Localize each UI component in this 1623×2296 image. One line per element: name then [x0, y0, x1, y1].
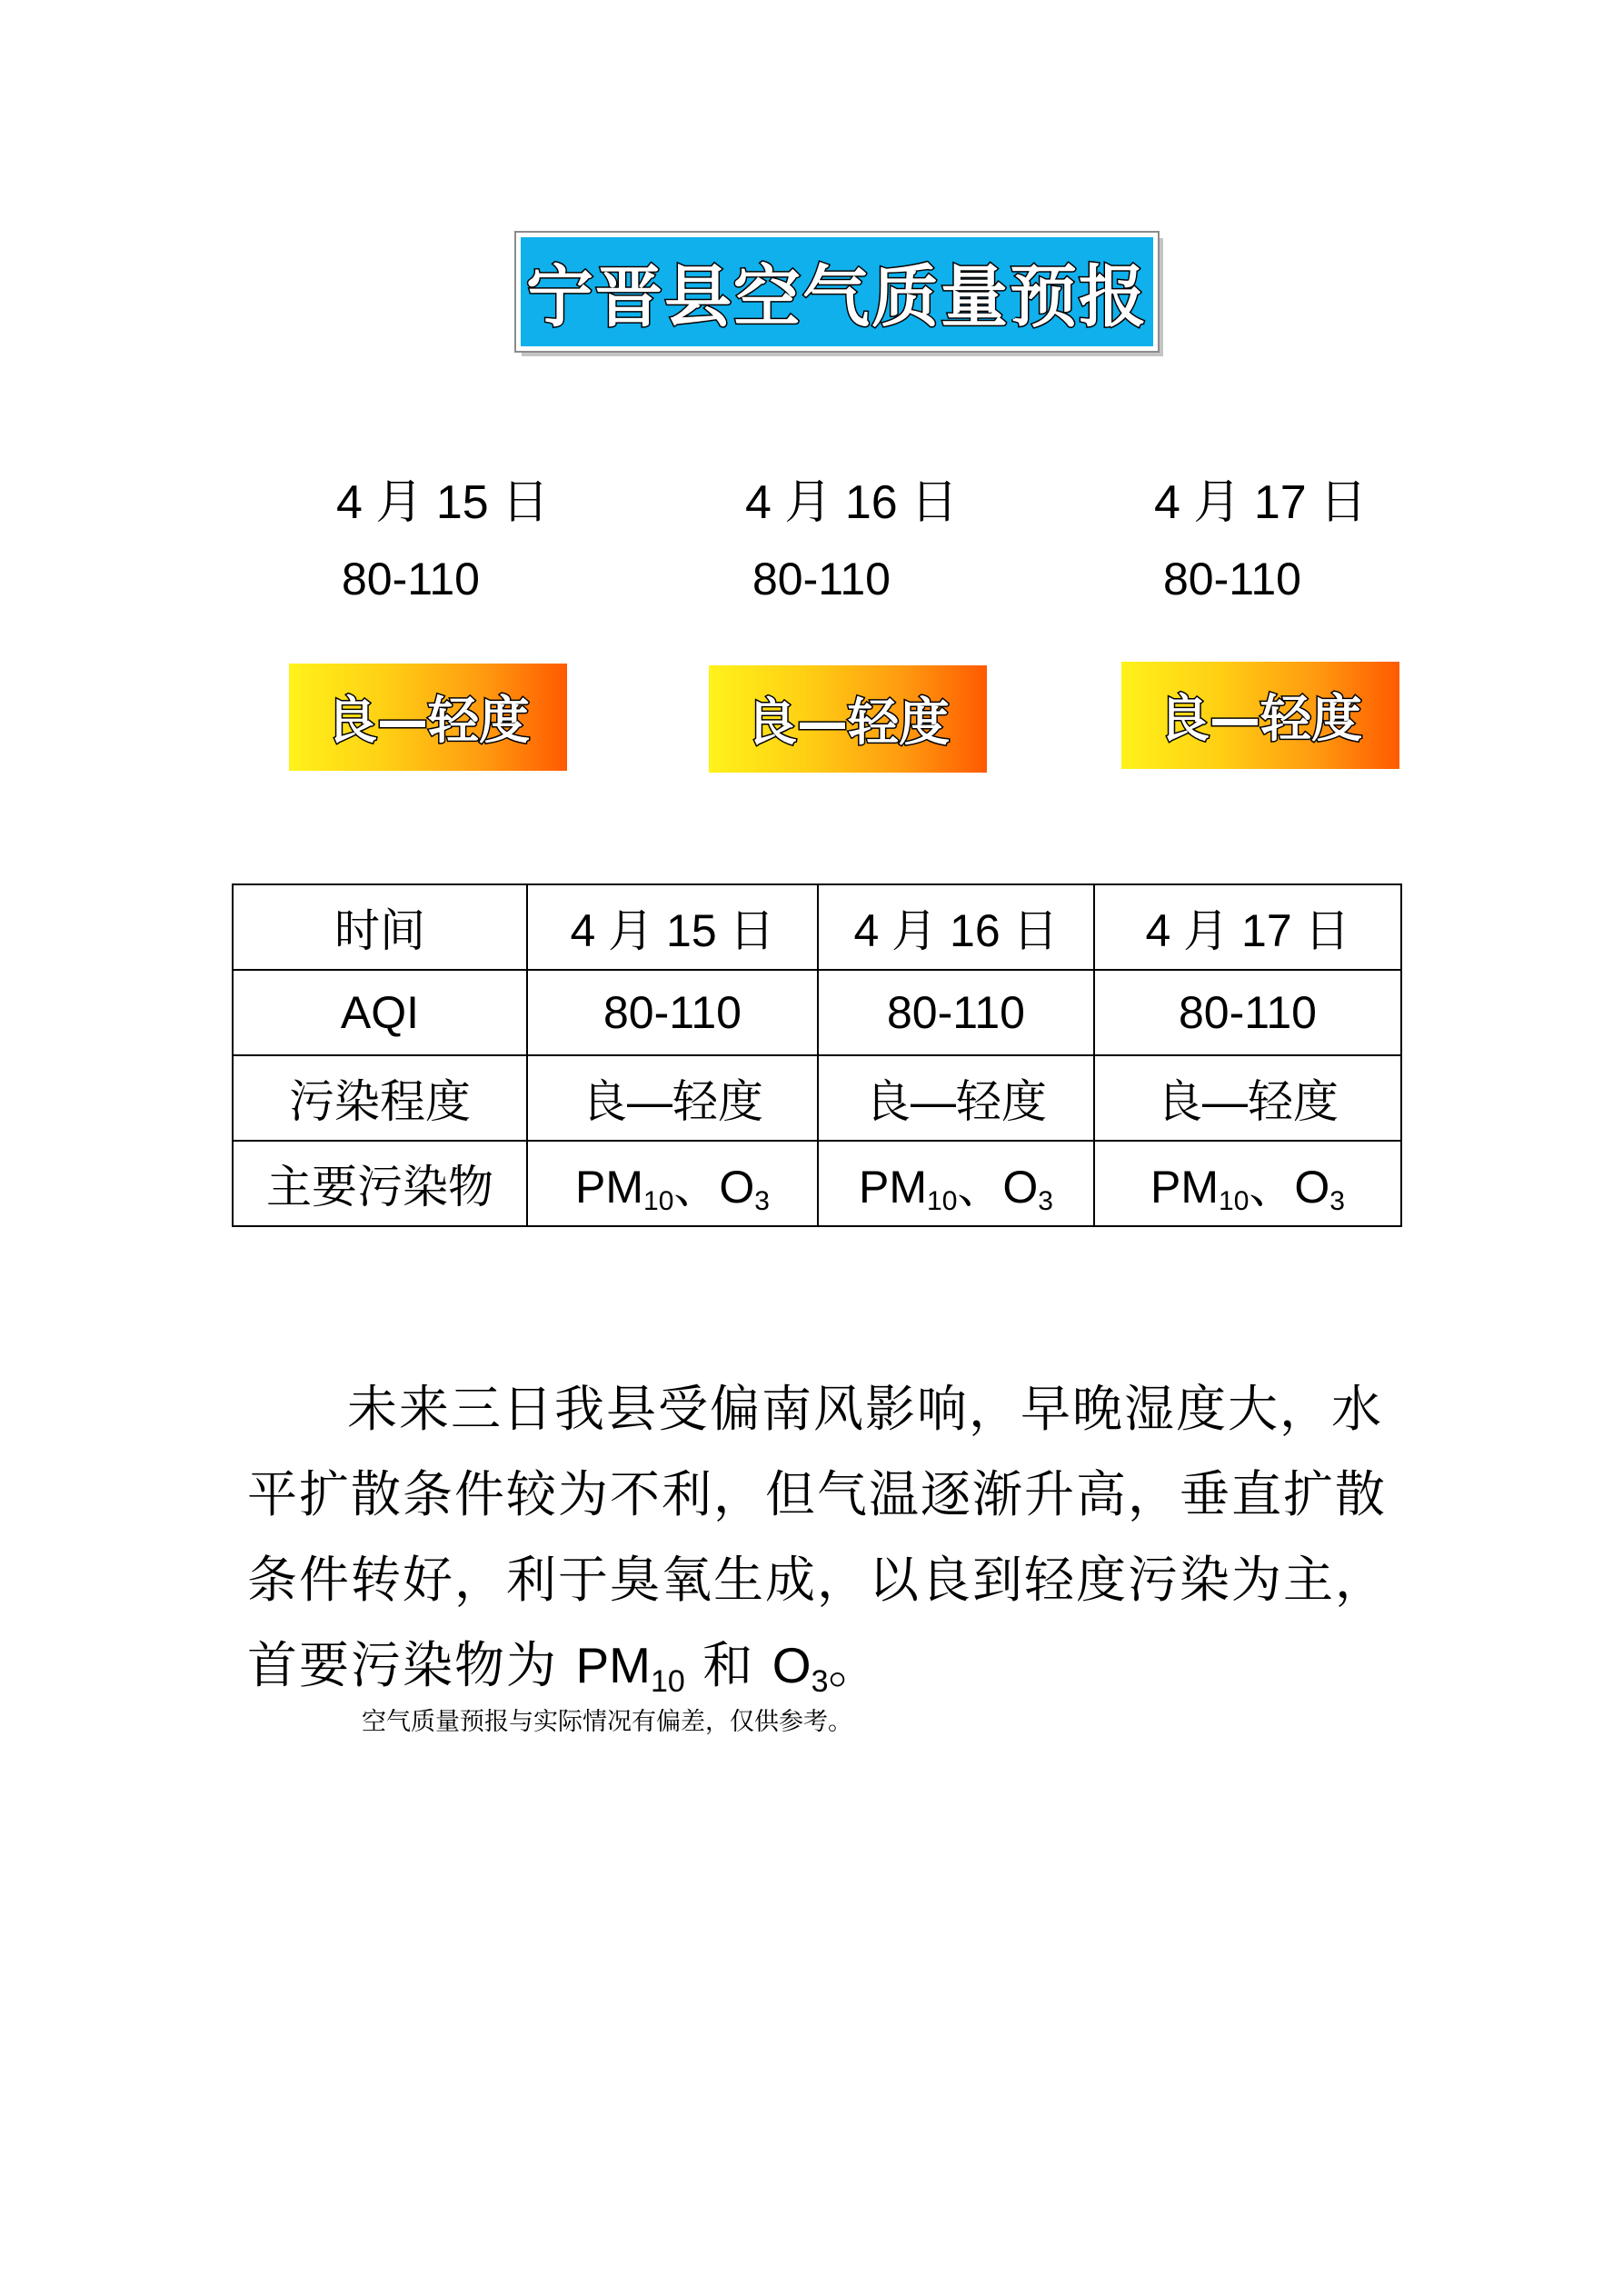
forecast-date: 4 月 17 日	[1154, 476, 1368, 529]
pollutant-cell: $PM_{10}$、$O_3$	[818, 1141, 1094, 1226]
forecast-date: 4 月 16 日	[745, 476, 959, 529]
table-cell: 良—轻度	[818, 1055, 1094, 1141]
table-cell: 80-110	[527, 970, 818, 1055]
title-banner	[516, 233, 1158, 351]
forecast-aqi: 80-110	[752, 554, 891, 604]
row-label: 污染程度	[233, 1055, 527, 1141]
level-label: 良—轻度	[326, 692, 530, 751]
pollutant-cell: $PM_{10}$、$O_3$	[1094, 1141, 1401, 1226]
pollutant-cell: $PM_{10}$、$O_3$	[527, 1141, 818, 1226]
table-row	[233, 1055, 1401, 1141]
aqi-table	[232, 883, 1402, 1227]
level-badge	[709, 665, 987, 773]
table-cell: 良—轻度	[1094, 1055, 1401, 1141]
table-header-cell: 时间	[233, 884, 527, 970]
page-title: 宁晋县空气质量预报	[526, 258, 1148, 336]
level-badge	[1121, 662, 1399, 769]
level-badge	[289, 664, 567, 771]
table-cell: 良—轻度	[527, 1055, 818, 1141]
level-label: 良—轻度	[1159, 690, 1362, 749]
table-header-cell: 4 月 15 日	[527, 884, 818, 970]
table-cell: 80-110	[1094, 970, 1401, 1055]
table-header-cell: 4 月 17 日	[1094, 884, 1401, 970]
row-label: 主要污染物	[233, 1141, 527, 1226]
table-header-row	[233, 884, 1401, 970]
disclaimer-note: 空气质量预报与实际情况有偏差，仅供参考。	[362, 1708, 852, 1736]
table-row	[233, 970, 1401, 1055]
forecast-summary: 未来三日我县受偏南风影响，早晚湿度大，水平扩散条件较为不利，但气温逐渐升高，垂直扩散条件转好，利于臭氧生成，以良到轻度污染为主，首要污染物为 $PM_{10}$ 和 $O_3$。	[247, 1380, 1388, 1699]
forecast-date: 4 月 15 日	[336, 476, 550, 529]
table-header-cell: 4 月 16 日	[818, 884, 1094, 970]
table-cell: 80-110	[818, 970, 1094, 1055]
row-label: AQI	[233, 970, 527, 1055]
table-row	[233, 1141, 1401, 1226]
forecast-aqi: 80-110	[342, 554, 480, 604]
level-label: 良—轻度	[746, 694, 950, 753]
forecast-aqi: 80-110	[1163, 554, 1301, 604]
